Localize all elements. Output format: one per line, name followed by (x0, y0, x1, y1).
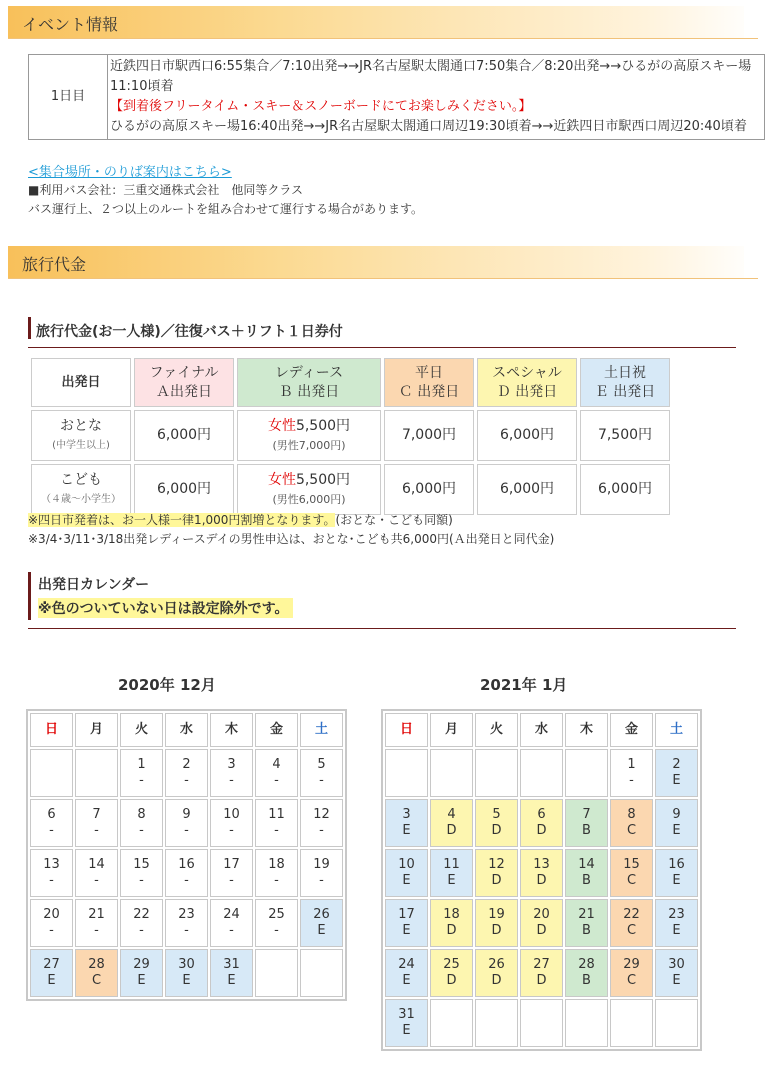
day-code: - (94, 823, 99, 838)
calendar-day (430, 799, 473, 847)
month-title-jan: 2021年 1月 (480, 676, 568, 694)
calendar-day (210, 749, 253, 797)
weekday-header: 月 (75, 713, 118, 747)
day-number: 26 (313, 907, 330, 922)
month-title-dec: 2020年 12月 (118, 676, 216, 694)
itinerary-line: ひるがの高原スキー場16:40出発→→JR名古屋駅太閤通口周辺19:30頃着→→近鉄四日市駅西口周辺20:40頃着 (110, 119, 747, 134)
price-adult-c: 7,000円 (384, 410, 474, 461)
day-code: - (229, 823, 234, 838)
price-col-special (477, 358, 577, 407)
calendar-day (120, 949, 163, 997)
itinerary-details (108, 55, 765, 140)
weekday-header: 日 (385, 713, 428, 747)
calendar-day (655, 849, 698, 897)
col-sub: Ｅ 出発日 (594, 383, 656, 400)
calendar-day (430, 949, 473, 997)
day-code: C (626, 973, 637, 988)
day-code: B (582, 873, 591, 888)
day-code: E (227, 973, 236, 988)
calendar-day (300, 749, 343, 797)
day-code: - (139, 823, 144, 838)
calendar-empty-cell (430, 749, 473, 797)
day-number: 28 (578, 957, 595, 972)
day-code: E (672, 923, 681, 938)
calendar-empty-cell (520, 999, 563, 1047)
day-code: - (319, 823, 324, 838)
day-number: 14 (578, 857, 595, 872)
day-number: 12 (488, 857, 505, 872)
calendar-day (300, 849, 343, 897)
day-code: C (626, 923, 637, 938)
day-code: E (402, 923, 411, 938)
calendar-day (30, 799, 73, 847)
day-number: 4 (272, 757, 281, 772)
calendar-day (255, 749, 298, 797)
calendar-day (655, 749, 698, 797)
calendar-empty-cell (565, 749, 608, 797)
day-code: D (536, 923, 547, 938)
col-sub: Ｄ 出発日 (496, 383, 558, 400)
day-code: - (274, 873, 279, 888)
price-adult-a: 6,000円 (134, 410, 234, 461)
calendar-day (120, 899, 163, 947)
price-adult-d: 6,000円 (477, 410, 577, 461)
calendar-day (565, 899, 608, 947)
surcharge-highlight: ※四日市発着は、お一人様一律1,000円割増となります。 (28, 513, 336, 527)
day-number: 10 (398, 857, 415, 872)
day-number: 20 (533, 907, 550, 922)
event-section-header (8, 6, 758, 39)
itinerary-day-label: 1日目 (29, 55, 108, 140)
female-label: 女性 (267, 471, 296, 488)
day-code: - (184, 923, 189, 938)
calendar-day (210, 949, 253, 997)
price-adult-b (237, 410, 381, 461)
meeting-place-link[interactable]: <集合場所・のりば案内はこちら> (28, 165, 232, 180)
day-number: 29 (133, 957, 150, 972)
calendar-day (300, 899, 343, 947)
day-number: 31 (223, 957, 240, 972)
calendar-day (30, 949, 73, 997)
calendar-day (520, 899, 563, 947)
day-number: 25 (268, 907, 285, 922)
calendar-day (385, 999, 428, 1047)
day-code: - (49, 873, 54, 888)
day-number: 17 (398, 907, 415, 922)
price-child-c: 6,000円 (384, 464, 474, 515)
price-adult-e: 7,500円 (580, 410, 670, 461)
calendar-day (385, 899, 428, 947)
day-number: 27 (533, 957, 550, 972)
day-code: E (402, 973, 411, 988)
price-child-b (237, 464, 381, 515)
day-number: 21 (578, 907, 595, 922)
day-code: - (629, 773, 634, 788)
day-code: D (536, 973, 547, 988)
day-number: 13 (43, 857, 60, 872)
day-code: - (229, 923, 234, 938)
calendar-day (475, 849, 518, 897)
day-number: 2 (672, 757, 681, 772)
day-number: 18 (443, 907, 460, 922)
calendar-empty-cell (385, 749, 428, 797)
weekday-header: 木 (565, 713, 608, 747)
weekday-header: 火 (120, 713, 163, 747)
calendar-empty-cell (75, 749, 118, 797)
day-code: C (91, 973, 102, 988)
day-number: 6 (47, 807, 56, 822)
calendar-day (565, 849, 608, 897)
day-number: 13 (533, 857, 550, 872)
yokkaichi-surcharge-note (28, 511, 453, 528)
day-code: E (182, 973, 191, 988)
day-code: - (274, 773, 279, 788)
day-code: - (49, 823, 54, 838)
weekday-header: 金 (610, 713, 653, 747)
day-number: 8 (627, 807, 636, 822)
day-code: - (139, 773, 144, 788)
weekday-header: 日 (30, 713, 73, 747)
day-code: E (672, 873, 681, 888)
day-number: 16 (178, 857, 195, 872)
day-number: 22 (133, 907, 150, 922)
calendar-day (520, 849, 563, 897)
calendar-day (165, 899, 208, 947)
day-number: 23 (668, 907, 685, 922)
weekday-header: 水 (165, 713, 208, 747)
day-code: E (137, 973, 146, 988)
day-number: 31 (398, 1007, 415, 1022)
day-number: 23 (178, 907, 195, 922)
day-code: - (139, 923, 144, 938)
calendar-january (381, 709, 702, 1051)
day-number: 5 (317, 757, 326, 772)
row-label: こども (60, 471, 102, 488)
day-code: E (672, 973, 681, 988)
calendar-day (300, 799, 343, 847)
day-number: 12 (313, 807, 330, 822)
price-child-d: 6,000円 (477, 464, 577, 515)
day-number: 3 (402, 807, 411, 822)
day-code: B (582, 823, 591, 838)
calendar-day (165, 799, 208, 847)
surcharge-rest: (おとな・こども同額) (335, 513, 453, 527)
calendar-empty-cell (30, 749, 73, 797)
day-number: 25 (443, 957, 460, 972)
day-code: C (626, 823, 637, 838)
calendar-empty-cell (565, 999, 608, 1047)
day-number: 6 (537, 807, 546, 822)
price-row-adult-label (31, 410, 131, 461)
day-code: - (139, 873, 144, 888)
calendar-empty-cell (255, 949, 298, 997)
day-code: D (446, 823, 457, 838)
day-code: D (491, 923, 502, 938)
day-number: 24 (398, 957, 415, 972)
day-number: 7 (582, 807, 591, 822)
day-code: - (274, 923, 279, 938)
price-row-child-label (31, 464, 131, 515)
day-code: B (582, 923, 591, 938)
calendar-day (30, 899, 73, 947)
calendar-day (165, 849, 208, 897)
calendar-day (120, 749, 163, 797)
day-number: 18 (268, 857, 285, 872)
calendar-day (210, 899, 253, 947)
col-name: スペシャル (492, 364, 562, 381)
price-value: 5,500円 (295, 417, 351, 434)
day-number: 9 (182, 807, 191, 822)
calendar-day (385, 949, 428, 997)
weekday-header: 木 (210, 713, 253, 747)
price-child-e: 6,000円 (580, 464, 670, 515)
weekday-header: 金 (255, 713, 298, 747)
calendar-empty-cell (475, 749, 518, 797)
calendar-day (255, 799, 298, 847)
day-code: E (317, 923, 326, 938)
day-number: 11 (443, 857, 460, 872)
row-label: おとな (60, 417, 102, 434)
day-number: 22 (623, 907, 640, 922)
calendar-day (210, 799, 253, 847)
calendar-day (565, 949, 608, 997)
day-code: E (402, 873, 411, 888)
day-number: 10 (223, 807, 240, 822)
day-number: 16 (668, 857, 685, 872)
calendar-day (75, 949, 118, 997)
col-name: ファイナル (149, 364, 219, 381)
calendar-day (610, 949, 653, 997)
price-section-header (8, 246, 758, 279)
weekday-header: 土 (655, 713, 698, 747)
price-col-holiday (580, 358, 670, 407)
col-sub: Ｂ 出発日 (278, 383, 340, 400)
itinerary-freetime-note: 【到着後フリータイム・スキー＆スノーボードにてお楽しみください。】 (110, 99, 532, 114)
calendar-day (255, 849, 298, 897)
day-code: D (446, 923, 457, 938)
male-price-note: (男性7,000円) (272, 438, 346, 452)
day-number: 14 (88, 857, 105, 872)
day-code: - (94, 923, 99, 938)
day-number: 11 (268, 807, 285, 822)
day-number: 4 (447, 807, 456, 822)
day-number: 30 (668, 957, 685, 972)
price-header-departure: 出発日 (31, 358, 131, 407)
calendar-day (655, 949, 698, 997)
calendar-day (475, 899, 518, 947)
weekday-header: 月 (430, 713, 473, 747)
calendar-day (75, 849, 118, 897)
weekday-header: 土 (300, 713, 343, 747)
calendar-day (655, 799, 698, 847)
calendar-empty-cell (520, 749, 563, 797)
calendar-day (430, 899, 473, 947)
calendar-empty-cell (610, 999, 653, 1047)
day-code: E (672, 773, 681, 788)
day-code: - (229, 873, 234, 888)
female-label: 女性 (267, 417, 296, 434)
weekday-header: 火 (475, 713, 518, 747)
calendar-day (610, 799, 653, 847)
col-name: 土日祝 (604, 364, 646, 381)
weekday-header: 水 (520, 713, 563, 747)
day-number: 9 (672, 807, 681, 822)
day-number: 5 (492, 807, 501, 822)
day-number: 21 (88, 907, 105, 922)
calendar-day (430, 849, 473, 897)
day-code: - (319, 773, 324, 788)
day-code: - (274, 823, 279, 838)
calendar-empty-cell (475, 999, 518, 1047)
day-code: B (582, 973, 591, 988)
calendar-day (165, 749, 208, 797)
itinerary-table (28, 54, 765, 140)
calendar-day (385, 849, 428, 897)
price-subtitle-bar (28, 317, 736, 348)
day-code: - (49, 923, 54, 938)
event-section-title: イベント情報 (22, 15, 119, 34)
day-number: 26 (488, 957, 505, 972)
bus-company-note: ■利用バス会社：三重交通株式会社 他同等クラス (28, 183, 303, 197)
price-table (28, 355, 673, 518)
day-number: 3 (227, 757, 236, 772)
day-code: - (184, 773, 189, 788)
calendar-empty-cell (430, 999, 473, 1047)
day-number: 1 (137, 757, 146, 772)
calendar-day (30, 849, 73, 897)
day-code: E (402, 1023, 411, 1038)
day-number: 1 (627, 757, 636, 772)
calendar-day (475, 949, 518, 997)
price-value: 5,500円 (295, 471, 351, 488)
calendar-day (165, 949, 208, 997)
day-number: 24 (223, 907, 240, 922)
price-child-a: 6,000円 (134, 464, 234, 515)
day-number: 27 (43, 957, 60, 972)
day-number: 28 (88, 957, 105, 972)
day-number: 15 (133, 857, 150, 872)
day-code: E (402, 823, 411, 838)
day-code: - (184, 823, 189, 838)
day-code: E (447, 873, 456, 888)
row-sub: (中学生以上) (52, 439, 110, 451)
day-code: D (536, 823, 547, 838)
day-code: D (491, 973, 502, 988)
day-code: - (184, 873, 189, 888)
calendar-title: 出発日カレンダー (38, 577, 150, 593)
ladies-day-note: ※3/4･3/11･3/18出発レディースデイの男性申込は、おとな･こども共6,000円(Ａ出発日と同代金) (28, 532, 555, 546)
calendar-day (610, 849, 653, 897)
day-number: 17 (223, 857, 240, 872)
row-sub: （４歳～小学生） (41, 493, 121, 505)
day-code: E (47, 973, 56, 988)
male-price-note: (男性6,000円) (272, 492, 346, 506)
day-code: D (491, 873, 502, 888)
calendar-day (520, 799, 563, 847)
calendar-day (610, 749, 653, 797)
day-number: 8 (137, 807, 146, 822)
calendar-day (655, 899, 698, 947)
day-number: 2 (182, 757, 191, 772)
price-subtitle: 旅行代金(お一人様)／往復バス＋リフト１日券付 (36, 324, 343, 340)
day-code: D (491, 823, 502, 838)
day-code: C (626, 873, 637, 888)
calendar-day (75, 899, 118, 947)
day-number: 19 (313, 857, 330, 872)
price-section-title: 旅行代金 (22, 255, 87, 274)
calendar-day (565, 799, 608, 847)
calendar-notice: ※色のついていない日は設定除外です。 (38, 598, 293, 618)
day-number: 29 (623, 957, 640, 972)
day-code: - (94, 873, 99, 888)
bus-route-note: バス運行上、２つ以上のルートを組み合わせて運行する場合があります。 (28, 202, 424, 216)
calendar-empty-cell (300, 949, 343, 997)
itinerary-line: 近鉄四日市駅西口6:55集合／7:10出発→→JR名古屋駅太閤通口7:50集合／8:20出発→→ひるがの高原スキー場11:10頃着 (110, 59, 752, 94)
calendar-day (210, 849, 253, 897)
calendar-day (475, 799, 518, 847)
calendar-day (385, 799, 428, 847)
day-number: 7 (92, 807, 101, 822)
col-sub: Ｃ 出発日 (398, 383, 460, 400)
day-number: 20 (43, 907, 60, 922)
day-number: 15 (623, 857, 640, 872)
day-code: - (229, 773, 234, 788)
calendar-day (255, 899, 298, 947)
calendar-day (120, 849, 163, 897)
calendar-header (28, 572, 736, 629)
calendar-day (120, 799, 163, 847)
calendar-day (610, 899, 653, 947)
day-code: E (672, 823, 681, 838)
col-name: 平日 (415, 364, 443, 381)
calendar-day (520, 949, 563, 997)
price-col-final (134, 358, 234, 407)
calendar-december (26, 709, 347, 1001)
day-code: D (536, 873, 547, 888)
col-sub: Ａ出発日 (156, 383, 212, 400)
day-number: 30 (178, 957, 195, 972)
day-code: - (319, 873, 324, 888)
calendar-empty-cell (655, 999, 698, 1047)
day-number: 19 (488, 907, 505, 922)
col-name: レディース (274, 364, 344, 381)
calendar-day (75, 799, 118, 847)
price-col-weekday (384, 358, 474, 407)
day-code: D (446, 973, 457, 988)
price-col-ladies (237, 358, 381, 407)
